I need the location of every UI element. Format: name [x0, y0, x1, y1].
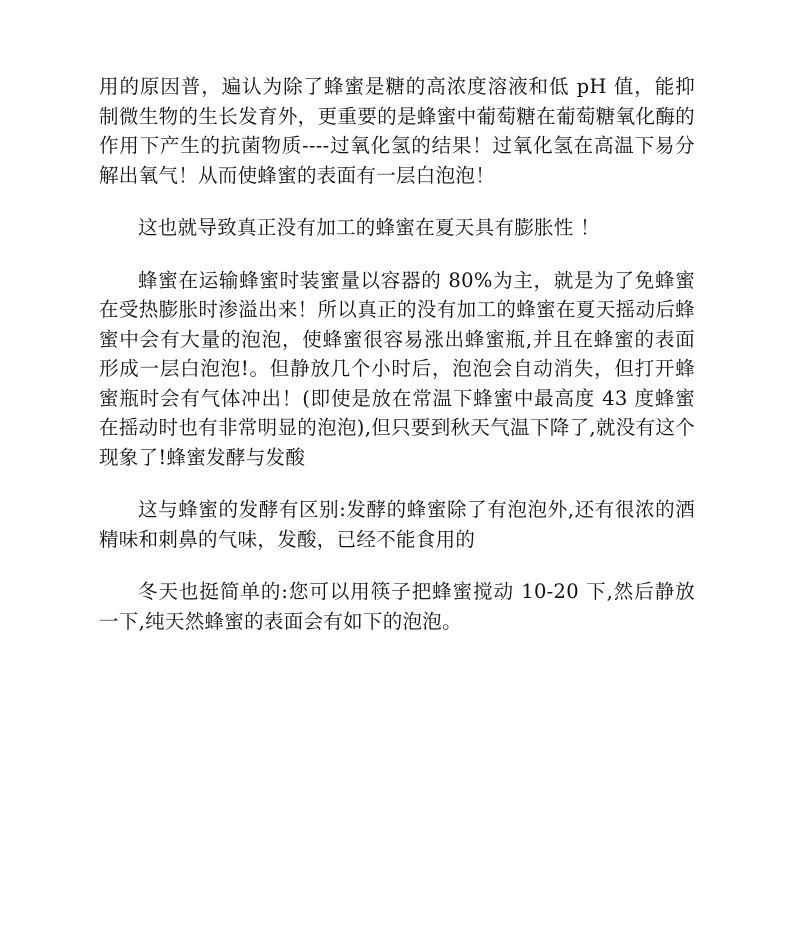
paragraph-continuation: 用的原因普，遍认为除了蜂蜜是糖的高浓度溶液和低 pH 值，能抑制微生物的生长发育外，更重要的是蜂蜜中葡萄糖在葡萄糖氧化酶的作用下产生的抗菌物质----过氧化氢的结果！过氧化氢在高温下易分解出氧气！从而使蜂蜜的表面有一层白泡泡！ [99, 75, 695, 187]
paragraph-expansion: 这也就导致真正没有加工的蜂蜜在夏天具有膨胀性 ！ [138, 216, 600, 239]
paragraph-winter: 冬天也挺简单的:您可以用筷子把蜂蜜搅动 10-20 下,然后静放一下,纯天然蜂蜜的表面会有如下的泡泡。 [99, 580, 695, 633]
paragraph-transport: 蜂蜜在运输蜂蜜时装蜜量以容器的 80%为主，就是为了免蜂蜜在受热膨胀时渗溢出来！所以真正的没有加工的蜂蜜在夏天摇动后蜂蜜中会有大量的泡泡，使蜂蜜很容易涨出蜂蜜瓶,并且在蜂蜜的表面形成一层白泡泡!。但静放几个小时后，泡泡会自动消失，但打开蜂蜜瓶时会有气体冲出！(即使是放在常温下蜂蜜中最高度 43 度蜂蜜在摇动时也有非常明显的泡泡),但只要到秋天气温下降了,就没有这个现象了!蜂蜜发酵与发酸 [99, 268, 695, 469]
document-page [99, 72, 695, 659]
paragraph-fermentation: 这与蜂蜜的发酵有区别:发酵的蜂蜜除了有泡泡外,还有很浓的酒精味和刺鼻的气味，发酸，已经不能食用的 [99, 498, 695, 551]
